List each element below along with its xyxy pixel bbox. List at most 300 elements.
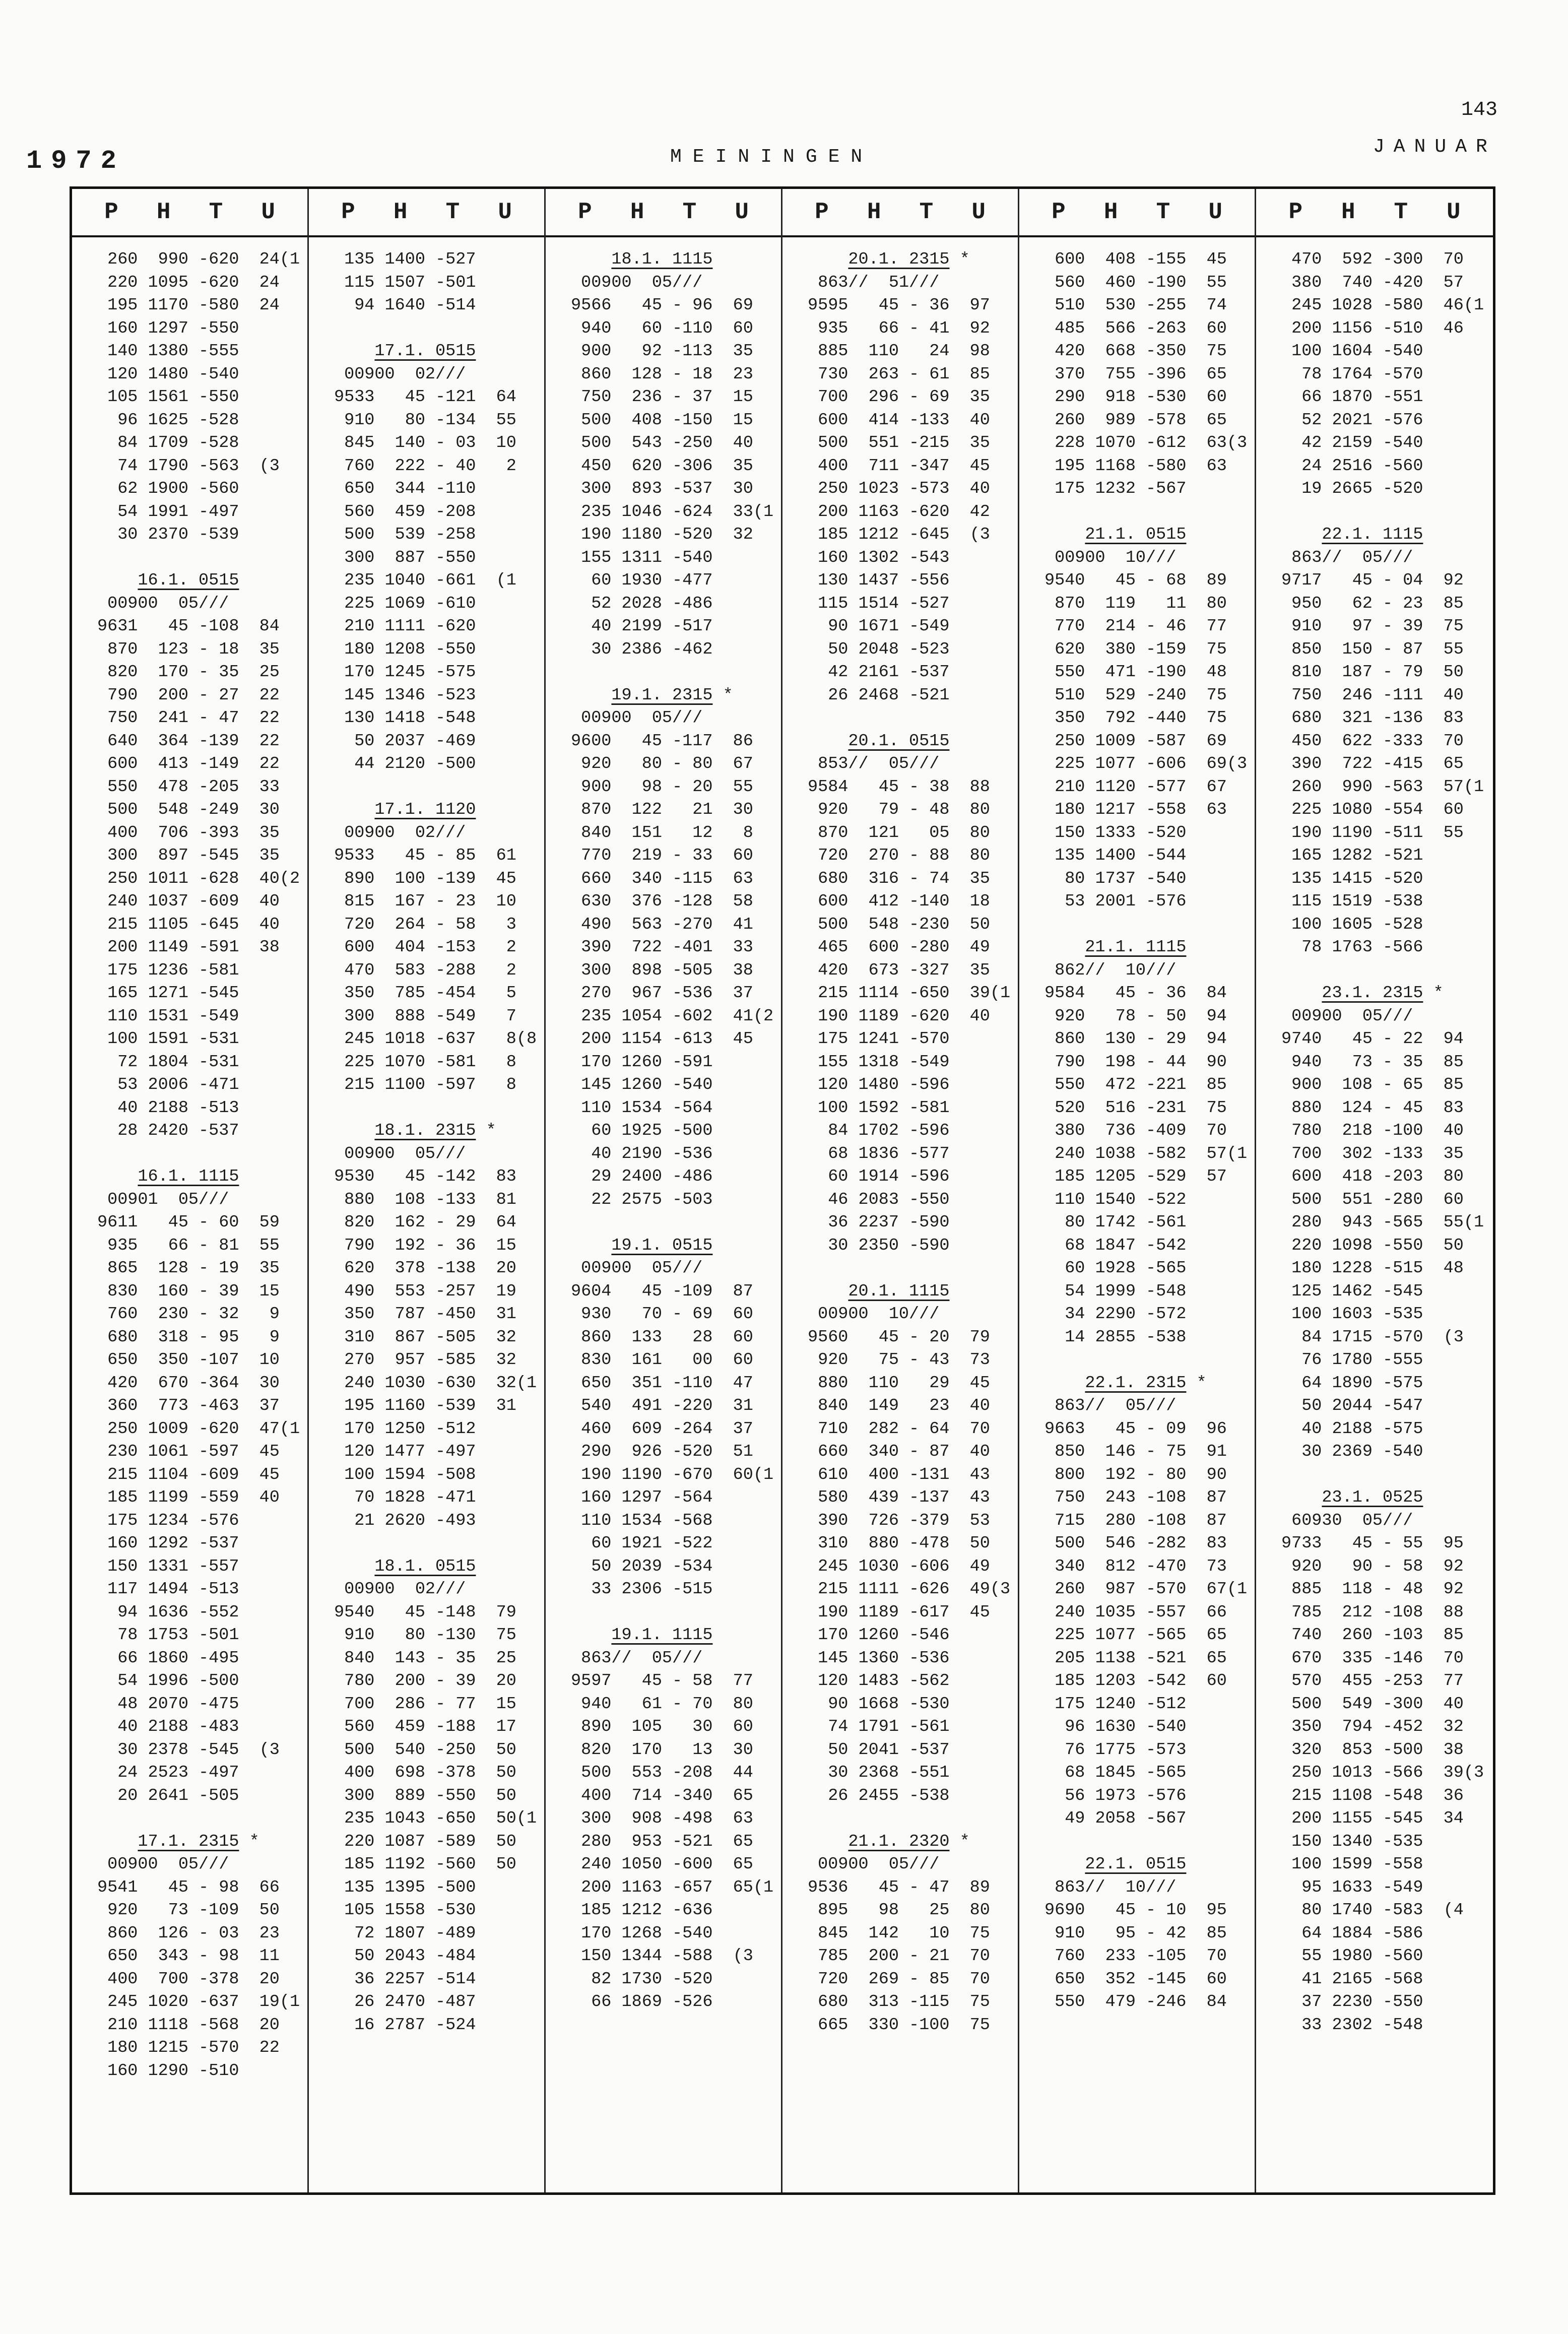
data-row: 30 2350 -590 <box>808 1236 950 1255</box>
data-row: 310 867 -505 32 <box>334 1327 516 1347</box>
data-row: 9566 45 - 96 69 <box>571 296 753 315</box>
data-row: 50 2039 -534 <box>571 1557 713 1576</box>
data-row: 00900 05/// <box>808 1855 940 1874</box>
data-row: 120 1483 -562 <box>808 1671 950 1691</box>
data-row: 650 343 - 98 11 <box>97 1947 280 1966</box>
data-row: 910 80 -130 75 <box>334 1626 516 1645</box>
data-row: 117 1494 -513 <box>97 1580 239 1599</box>
data-row: 420 673 -327 35 <box>808 960 990 980</box>
data-row: 885 118 - 48 92 <box>1281 1580 1464 1599</box>
data-row: 26 2455 -538 <box>808 1786 950 1805</box>
data-row: 36 2257 -514 <box>334 1969 476 1989</box>
header-t: T <box>919 199 934 225</box>
data-row: 240 1030 -630 32(1 <box>334 1373 537 1393</box>
header-h: H <box>156 199 171 225</box>
data-row: 940 61 - 70 80 <box>571 1694 753 1714</box>
data-row: 26 2470 -487 <box>334 1992 476 2012</box>
data-row: 84 1702 -596 <box>808 1121 950 1140</box>
data-row: 820 162 - 29 64 <box>334 1213 516 1232</box>
data-row: 350 787 -450 31 <box>334 1305 516 1324</box>
data-row: 205 1138 -521 65 <box>1044 1648 1227 1668</box>
table-column-6 <box>1256 189 1493 2192</box>
data-row: 270 957 -585 32 <box>334 1350 516 1370</box>
data-row: 100 1605 -528 <box>1281 915 1423 934</box>
data-row: 110 1534 -568 <box>571 1511 713 1530</box>
data-row: 780 200 - 39 20 <box>334 1671 516 1691</box>
data-row: 570 455 -253 77 <box>1281 1671 1464 1691</box>
data-row: 250 1011 -628 40(2 <box>97 869 300 888</box>
data-row: 310 880 -478 50 <box>808 1534 990 1553</box>
data-row: 840 143 - 35 25 <box>334 1648 516 1668</box>
data-row: 920 80 - 80 67 <box>571 754 753 773</box>
data-row: 240 1038 -582 57(1 <box>1044 1144 1248 1163</box>
page-number: 143 <box>1461 99 1498 121</box>
data-row: 350 794 -452 32 <box>1281 1717 1464 1736</box>
data-row: 60 1921 -522 <box>571 1534 713 1553</box>
data-row: 9541 45 - 98 66 <box>97 1877 280 1897</box>
data-row: 160 1302 -543 <box>808 548 950 567</box>
data-row: 710 282 - 64 70 <box>808 1419 990 1439</box>
data-row: 270 967 -536 37 <box>571 984 753 1003</box>
data-row: 9740 45 - 22 94 <box>1281 1029 1464 1049</box>
sounding-title-text: 21.1. 0515 <box>1085 525 1187 544</box>
data-row: 120 1480 -540 <box>97 364 239 384</box>
data-row: 290 926 -520 51 <box>571 1442 753 1461</box>
data-row: 9530 45 -142 83 <box>334 1167 516 1186</box>
sounding-title-text: 17.1. 1120 <box>374 800 476 819</box>
data-row: 40 2190 -536 <box>571 1144 713 1163</box>
spacer <box>808 1807 1018 1831</box>
data-row: 49 2058 -567 <box>1044 1809 1187 1828</box>
header-t: T <box>682 199 697 225</box>
data-row: 54 1996 -500 <box>97 1671 239 1691</box>
header-u: U <box>971 199 986 225</box>
data-row: 400 706 -393 35 <box>97 823 280 842</box>
sounding-title <box>1044 524 1255 547</box>
column-header <box>782 189 1018 237</box>
data-row: 245 1028 -580 46(1 <box>1281 296 1484 315</box>
data-row: 620 378 -138 20 <box>334 1259 516 1278</box>
data-row: 68 1845 -565 <box>1044 1763 1187 1782</box>
data-row: 78 1763 -566 <box>1281 938 1423 957</box>
sounding-title: 18.1. 2315 * <box>374 1121 496 1140</box>
data-row: 29 2400 -486 <box>571 1167 713 1186</box>
data-row: 9560 45 - 20 79 <box>808 1327 990 1347</box>
data-row: 53 2001 -576 <box>1044 892 1187 911</box>
data-row: 500 553 -208 44 <box>571 1763 753 1782</box>
sounding-title <box>571 1235 781 1258</box>
data-row: 920 73 -109 50 <box>97 1901 280 1920</box>
sounding-title-text: 17.1. 2315 <box>138 1832 239 1851</box>
data-row: 100 1603 -535 <box>1281 1305 1423 1324</box>
data-row: 863// 10/// <box>1044 1877 1177 1897</box>
data-row: 225 1077 -606 69(3 <box>1044 754 1248 773</box>
data-row: 770 214 - 46 77 <box>1044 617 1227 636</box>
data-row: 175 1234 -576 <box>97 1511 239 1530</box>
header-p: P <box>1052 199 1066 225</box>
data-row: 80 1737 -540 <box>1044 869 1187 888</box>
data-row: 390 726 -379 53 <box>808 1511 990 1530</box>
data-row: 54 1999 -548 <box>1044 1281 1187 1301</box>
data-row: 215 1111 -626 49(3 <box>808 1580 1011 1599</box>
data-row: 150 1340 -535 <box>1281 1832 1423 1851</box>
data-row: 750 241 - 47 22 <box>97 708 280 728</box>
data-row: 860 130 - 29 94 <box>1044 1029 1227 1049</box>
data-row: 100 1594 -508 <box>334 1465 476 1484</box>
data-row: 230 1061 -597 45 <box>97 1442 280 1461</box>
data-row: 30 2369 -540 <box>1281 1442 1423 1461</box>
data-row: 160 1297 -550 <box>97 318 239 338</box>
data-row: 520 516 -231 75 <box>1044 1098 1227 1118</box>
sounding-title-text: 22.1. 2315 <box>1085 1373 1187 1393</box>
sounding-title-text: 22.1. 1115 <box>1322 525 1423 544</box>
data-row: 245 1030 -606 49 <box>808 1557 990 1576</box>
data-row: 865 128 - 19 35 <box>97 1259 280 1278</box>
sounding-title <box>1044 1853 1255 1876</box>
data-row: 760 230 - 32 9 <box>97 1305 280 1324</box>
data-row: 00900 02/// <box>334 364 466 384</box>
data-row: 815 167 - 23 10 <box>334 892 516 911</box>
column-header <box>309 189 544 237</box>
data-row: 34 2290 -572 <box>1044 1305 1187 1324</box>
data-row: 200 1156 -510 46 <box>1281 318 1464 338</box>
data-row: 00900 05/// <box>334 1144 466 1163</box>
data-row: 845 140 - 03 10 <box>334 433 516 452</box>
header-u: U <box>1446 199 1461 225</box>
data-row: 250 1013 -566 39(3 <box>1281 1763 1484 1782</box>
data-row: 500 539 -258 <box>334 525 476 544</box>
data-row: 100 1599 -558 <box>1281 1855 1423 1874</box>
spacer <box>808 1257 1018 1280</box>
data-row: 240 1050 -600 65 <box>571 1855 753 1874</box>
data-row: 885 110 24 98 <box>808 342 990 361</box>
data-row: 665 330 -100 75 <box>808 2015 990 2035</box>
data-row: 860 128 - 18 23 <box>571 364 753 384</box>
data-row: 785 200 - 21 70 <box>808 1947 990 1966</box>
data-row: 863// 51/// <box>808 273 940 292</box>
spacer <box>1044 1349 1255 1372</box>
data-row: 16 2787 -524 <box>334 2015 476 2035</box>
sounding-title <box>334 799 544 822</box>
data-row: 225 1070 -581 8 <box>334 1052 516 1072</box>
data-row: 44 2120 -500 <box>334 754 476 773</box>
spacer <box>571 661 781 684</box>
data-row: 680 321 -136 83 <box>1281 708 1464 728</box>
data-row: 250 1023 -573 40 <box>808 479 990 498</box>
data-row: 170 1268 -540 <box>571 1923 713 1943</box>
column-header <box>1256 189 1493 237</box>
data-row: 180 1215 -570 22 <box>97 2038 280 2057</box>
data-row: 900 92 -113 35 <box>571 342 753 361</box>
data-row: 66 1860 -495 <box>97 1648 239 1668</box>
data-row: 190 1190 -511 55 <box>1281 823 1464 842</box>
sounding-title <box>808 1280 1018 1304</box>
spacer <box>334 317 544 341</box>
data-row: 770 219 - 33 60 <box>571 846 753 865</box>
sounding-title <box>808 730 1018 753</box>
data-row: 33 2302 -548 <box>1281 2015 1423 2035</box>
data-row: 135 1415 -520 <box>1281 869 1423 888</box>
data-row: 500 408 -150 15 <box>571 410 753 430</box>
data-row: 200 1154 -613 45 <box>571 1029 753 1049</box>
data-row: 115 1507 -501 <box>334 273 476 292</box>
header-p: P <box>578 199 592 225</box>
data-row: 110 1534 -564 <box>571 1098 713 1118</box>
data-row: 72 1807 -489 <box>334 1923 476 1943</box>
data-row: 33 2306 -515 <box>571 1580 713 1599</box>
sounding-title: 21.1. 2320 * <box>848 1832 970 1851</box>
data-row: 235 1046 -624 33(1 <box>571 502 774 522</box>
data-row: 300 889 -550 50 <box>334 1786 516 1805</box>
data-row: 9717 45 - 04 92 <box>1281 571 1464 590</box>
data-row: 30 2378 -545 (3 <box>97 1740 280 1760</box>
sounding-title <box>97 1165 307 1189</box>
data-row: 30 2386 -462 <box>571 639 713 659</box>
data-row: 780 218 -100 40 <box>1281 1121 1464 1140</box>
data-row: 150 1331 -557 <box>97 1557 239 1576</box>
spacer <box>334 1532 544 1555</box>
data-row: 860 133 28 60 <box>571 1327 753 1347</box>
data-row: 920 75 - 43 73 <box>808 1350 990 1370</box>
data-row: 225 1077 -565 65 <box>1044 1626 1227 1645</box>
data-row: 40 2188 -575 <box>1281 1419 1423 1439</box>
data-row: 100 1592 -581 <box>808 1098 950 1118</box>
data-row: 64 1890 -575 <box>1281 1373 1423 1393</box>
data-row: 940 60 -110 60 <box>571 318 753 338</box>
data-row: 55 1980 -560 <box>1281 1947 1423 1966</box>
data-row: 800 192 - 80 90 <box>1044 1465 1227 1484</box>
sounding-title <box>1281 1486 1493 1510</box>
data-row: 600 412 -140 18 <box>808 892 990 911</box>
data-row: 200 1149 -591 38 <box>97 938 280 957</box>
data-row: 240 1037 -609 40 <box>97 892 280 911</box>
data-row: 610 400 -131 43 <box>808 1465 990 1484</box>
data-row: 485 566 -263 60 <box>1044 318 1227 338</box>
data-row: 48 2070 -475 <box>97 1694 239 1714</box>
sounding-title <box>334 1555 544 1579</box>
data-row: 78 1764 -570 <box>1281 364 1423 384</box>
data-row: 862// 10/// <box>1044 960 1177 980</box>
data-row: 190 1189 -620 40 <box>808 1006 990 1026</box>
column-header <box>1019 189 1255 237</box>
data-row: 470 592 -300 70 <box>1281 250 1464 269</box>
data-row: 96 1630 -540 <box>1044 1717 1187 1736</box>
spacer <box>97 1143 307 1166</box>
data-row: 95 1633 -549 <box>1281 1877 1423 1897</box>
data-row: 76 1775 -573 <box>1044 1740 1187 1760</box>
data-row: 630 376 -128 58 <box>571 892 753 911</box>
data-row: 220 1095 -620 24 <box>97 273 280 292</box>
data-row: 260 989 -578 65 <box>1044 410 1227 430</box>
data-row: 790 192 - 36 15 <box>334 1236 516 1255</box>
sounding-title <box>97 569 307 593</box>
data-row: 660 340 - 87 40 <box>808 1442 990 1461</box>
column-header <box>546 189 781 237</box>
header-h: H <box>1103 199 1118 225</box>
data-row: 228 1070 -612 63(3 <box>1044 433 1248 452</box>
data-row: 760 222 - 40 2 <box>334 456 516 476</box>
data-row: 42 2161 -537 <box>808 663 950 682</box>
data-row: 135 1400 -544 <box>1044 846 1187 865</box>
sounding-title: 23.1. 2315 * <box>1322 984 1444 1003</box>
data-row: 550 472 -221 85 <box>1044 1075 1227 1094</box>
header-u: U <box>498 199 512 225</box>
data-row: 41 2165 -568 <box>1281 1969 1423 1989</box>
sounding-title-text: 21.1. 1115 <box>1085 938 1187 957</box>
data-row: 195 1160 -539 31 <box>334 1396 516 1415</box>
data-row: 30 2370 -539 <box>97 525 239 544</box>
data-row: 750 246 -111 40 <box>1281 685 1464 705</box>
sounding-title-text: 20.1. 0515 <box>848 731 950 751</box>
data-row: 500 549 -300 40 <box>1281 1694 1464 1714</box>
table-column-1 <box>72 189 309 2192</box>
data-row: 110 1531 -549 <box>97 1006 239 1026</box>
data-row: 580 439 -137 43 <box>808 1488 990 1507</box>
data-row: 145 1346 -523 <box>334 685 476 705</box>
data-row: 870 119 11 80 <box>1044 594 1227 613</box>
data-row: 80 1740 -583 (4 <box>1281 1901 1464 1920</box>
data-row: 200 1155 -545 34 <box>1281 1809 1464 1828</box>
data-row: 550 478 -205 33 <box>97 777 280 797</box>
data-row: 300 908 -498 63 <box>571 1809 753 1828</box>
data-row: 68 1836 -577 <box>808 1144 950 1163</box>
data-row: 215 1108 -548 36 <box>1281 1786 1464 1805</box>
data-row: 500 551 -215 35 <box>808 433 990 452</box>
data-row: 730 263 - 61 85 <box>808 364 990 384</box>
data-row: 175 1241 -570 <box>808 1029 950 1049</box>
data-row: 76 1780 -555 <box>1281 1350 1423 1370</box>
data-row: 64 1884 -586 <box>1281 1923 1423 1943</box>
data-row: 220 1087 -589 50 <box>334 1832 516 1851</box>
data-row: 190 1180 -520 32 <box>571 525 753 544</box>
data-row: 500 540 -250 50 <box>334 1740 516 1760</box>
data-row: 50 2048 -523 <box>808 639 950 659</box>
data-row: 130 1437 -556 <box>808 571 950 590</box>
data-row: 9690 45 - 10 95 <box>1044 1901 1227 1920</box>
sounding-title-text: 20.1. 2315 <box>848 250 950 269</box>
data-row: 9540 45 - 68 89 <box>1044 571 1227 590</box>
data-row: 340 812 -470 73 <box>1044 1557 1227 1576</box>
data-row: 215 1100 -597 8 <box>334 1075 516 1094</box>
data-row: 920 79 - 48 80 <box>808 800 990 819</box>
data-row: 900 108 - 65 85 <box>1281 1075 1464 1094</box>
data-row: 170 1250 -512 <box>334 1419 476 1439</box>
data-row: 185 1203 -542 60 <box>1044 1671 1227 1691</box>
spacer <box>334 776 544 799</box>
data-row: 53 2006 -471 <box>97 1075 239 1094</box>
data-row: 160 1290 -510 <box>97 2061 239 2081</box>
data-row: 550 471 -190 48 <box>1044 663 1227 682</box>
data-row: 56 1973 -576 <box>1044 1786 1187 1805</box>
table-column-5 <box>1019 189 1256 2192</box>
data-row: 115 1514 -527 <box>808 594 950 613</box>
data-row: 260 987 -570 67(1 <box>1044 1580 1248 1599</box>
data-row: 60 1925 -500 <box>571 1121 713 1140</box>
data-row: 14 2855 -538 <box>1044 1327 1187 1347</box>
data-row: 62 1900 -560 <box>97 479 239 498</box>
header-p: P <box>104 199 118 225</box>
data-row: 290 918 -530 60 <box>1044 387 1227 407</box>
sounding-title-text: 17.1. 0515 <box>374 342 476 361</box>
header-h: H <box>393 199 408 225</box>
station-title: MEININGEN <box>670 146 874 168</box>
data-row: 700 296 - 69 35 <box>808 387 990 407</box>
spacer <box>1281 501 1493 524</box>
data-row: 82 1730 -520 <box>571 1969 713 1989</box>
data-row: 185 1192 -560 50 <box>334 1855 516 1874</box>
header-p: P <box>341 199 355 225</box>
data-row: 360 773 -463 37 <box>97 1396 280 1415</box>
spacer <box>571 1211 781 1235</box>
data-row: 920 78 - 50 94 <box>1044 1006 1227 1026</box>
data-row: 240 1035 -557 66 <box>1044 1602 1227 1622</box>
data-row: 60 1928 -565 <box>1044 1259 1187 1278</box>
table-column-3 <box>546 189 782 2192</box>
data-row: 935 66 - 81 55 <box>97 1236 280 1255</box>
data-row: 78 1753 -501 <box>97 1626 239 1645</box>
header-p: P <box>815 199 829 225</box>
data-row: 500 543 -250 40 <box>571 433 753 452</box>
data-row: 40 2188 -513 <box>97 1098 239 1118</box>
data-row: 72 1804 -531 <box>97 1052 239 1072</box>
sounding-title: 17.1. 2315 * <box>138 1832 259 1851</box>
sounding-title-text: 19.1. 0515 <box>611 1236 713 1255</box>
data-row: 195 1168 -580 63 <box>1044 456 1227 476</box>
data-row: 650 350 -107 10 <box>97 1350 280 1370</box>
data-row: 9595 45 - 36 97 <box>808 296 990 315</box>
data-row: 785 212 -108 88 <box>1281 1602 1464 1622</box>
data-row: 215 1104 -609 45 <box>97 1465 280 1484</box>
data-row: 280 943 -565 55(1 <box>1281 1213 1484 1232</box>
data-row: 390 722 -415 65 <box>1281 754 1464 773</box>
data-row: 720 269 - 85 70 <box>808 1969 990 1989</box>
header-u: U <box>735 199 749 225</box>
sounding-title-text: 21.1. 2320 <box>848 1832 950 1851</box>
data-row: 84 1715 -570 (3 <box>1281 1327 1464 1347</box>
data-row: 30 2368 -551 <box>808 1763 950 1782</box>
data-row: 490 553 -257 19 <box>334 1281 516 1301</box>
data-row: 9611 45 - 60 59 <box>97 1213 280 1232</box>
data-row: 28 2420 -537 <box>97 1121 239 1140</box>
spacer <box>334 1097 544 1120</box>
data-row: 40 2199 -517 <box>571 617 713 636</box>
data-row: 300 898 -505 38 <box>571 960 753 980</box>
data-row: 300 893 -537 30 <box>571 479 753 498</box>
data-row: 400 714 -340 65 <box>571 1786 753 1805</box>
data-row: 560 459 -188 17 <box>334 1717 516 1736</box>
data-row: 300 888 -549 7 <box>334 1006 516 1026</box>
data-row: 185 1212 -636 <box>571 1901 713 1920</box>
data-row: 00900 02/// <box>334 1580 466 1599</box>
data-row: 22 2575 -503 <box>571 1190 713 1209</box>
data-row: 245 1020 -637 19(1 <box>97 1992 300 2012</box>
data-row: 115 1519 -538 <box>1281 892 1423 911</box>
data-row: 84 1709 -528 <box>97 433 239 452</box>
data-row: 40 2188 -483 <box>97 1717 239 1736</box>
data-row: 560 460 -190 55 <box>1044 273 1227 292</box>
data-row: 650 351 -110 47 <box>571 1373 753 1393</box>
data-row: 935 66 - 41 92 <box>808 318 990 338</box>
data-row: 155 1318 -549 <box>808 1052 950 1072</box>
data-row: 9663 45 - 09 96 <box>1044 1419 1227 1439</box>
data-row: 850 150 - 87 55 <box>1281 639 1464 659</box>
data-row: 245 1018 -637 8(8 <box>334 1029 537 1049</box>
spacer <box>571 1601 781 1625</box>
data-row: 600 418 -203 80 <box>1281 1167 1464 1186</box>
data-row: 175 1240 -512 <box>1044 1694 1187 1714</box>
data-row: 9584 45 - 36 84 <box>1044 984 1227 1003</box>
spacer <box>1281 1464 1493 1487</box>
